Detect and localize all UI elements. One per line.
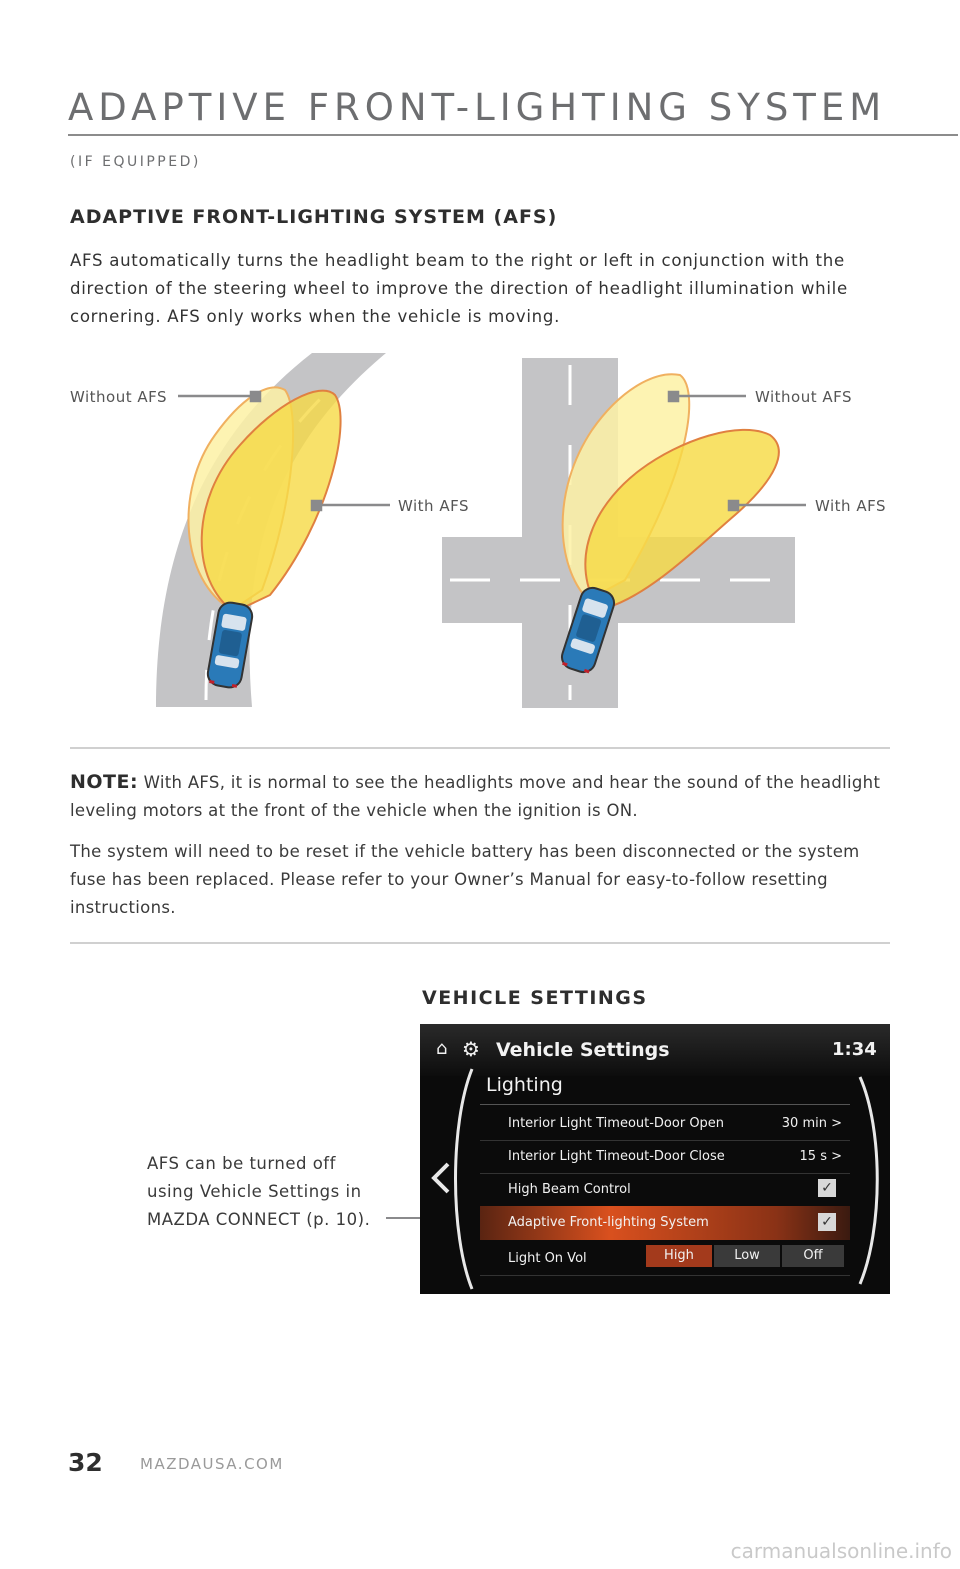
page-number: 32 bbox=[68, 1448, 103, 1477]
row-label: Interior Light Timeout-Door Close bbox=[508, 1149, 725, 1164]
segment-off[interactable]: Off bbox=[782, 1245, 844, 1267]
row-value: 30 min > bbox=[781, 1116, 842, 1131]
tab-underline bbox=[480, 1104, 850, 1105]
site-url[interactable]: MAZDAUSA.COM bbox=[140, 1455, 284, 1473]
segment-high[interactable]: High bbox=[646, 1245, 712, 1267]
reset-paragraph: The system will need to be reset if the vehicle battery has been disconnected or the system fuse has been replaced. Please refer to your Owner’s Manual for easy-to-follow resetting instructions. bbox=[70, 842, 860, 917]
vehicle-settings-heading: VEHICLE SETTINGS bbox=[422, 987, 648, 1009]
divider bbox=[70, 942, 890, 944]
note-paragraph bbox=[70, 768, 890, 825]
note-label: NOTE: bbox=[70, 771, 139, 793]
watermark: carmanualsonline.info bbox=[730, 1539, 952, 1563]
segment-low[interactable]: Low bbox=[714, 1245, 780, 1267]
row-value: 15 s > bbox=[799, 1149, 842, 1164]
title-rule bbox=[68, 134, 958, 136]
tab-lighting[interactable]: Lighting bbox=[486, 1074, 563, 1096]
right-arc bbox=[855, 1069, 890, 1294]
label-with-afs-right: With AFS bbox=[815, 497, 886, 515]
settings-row[interactable] bbox=[480, 1108, 850, 1141]
clock: 1:34 bbox=[832, 1039, 877, 1060]
settings-row[interactable] bbox=[480, 1141, 850, 1174]
settings-row[interactable] bbox=[480, 1174, 850, 1207]
page-title: ADAPTIVE FRONT-LIGHTING SYSTEM bbox=[68, 86, 887, 129]
settings-row[interactable] bbox=[480, 1241, 850, 1276]
afs-caption: AFS can be turned off using Vehicle Settings in MAZDA CONNECT (p. 10). bbox=[147, 1154, 371, 1229]
intro-paragraph: AFS automatically turns the headlight beam to the right or left in conjunction with the direction of the steering wheel to improve the direction of headlight illumination while cornering. AFS only works when the vehicle is moving. bbox=[70, 251, 848, 326]
label-with-afs-left: With AFS bbox=[398, 497, 469, 515]
checkbox[interactable]: ✓ bbox=[818, 1179, 836, 1197]
row-label: Adaptive Front-lighting System bbox=[508, 1215, 709, 1230]
screen-title: Vehicle Settings bbox=[496, 1039, 670, 1061]
page-subtitle: (IF EQUIPPED) bbox=[70, 154, 201, 170]
row-label: Interior Light Timeout-Door Open bbox=[508, 1116, 725, 1131]
row-label: Light On Vol bbox=[508, 1251, 587, 1266]
label-without-afs-right: Without AFS bbox=[755, 388, 853, 406]
note-text: With AFS, it is normal to see the headlights move and hear the sound of the headlight leveling motors at the front of the vehicle when the ignition is ON. bbox=[70, 773, 881, 820]
divider bbox=[70, 747, 890, 749]
gear-icon: ⚙ bbox=[462, 1037, 480, 1061]
label-without-afs-left: Without AFS bbox=[70, 388, 168, 406]
settings-row-selected[interactable] bbox=[480, 1206, 850, 1240]
section-heading: ADAPTIVE FRONT-LIGHTING SYSTEM (AFS) bbox=[70, 206, 558, 228]
row-label: High Beam Control bbox=[508, 1182, 631, 1197]
home-icon[interactable]: ⌂ bbox=[436, 1038, 448, 1059]
vehicle-settings-screen bbox=[420, 1024, 890, 1294]
checkbox[interactable]: ✓ bbox=[818, 1213, 836, 1231]
back-button[interactable] bbox=[432, 1159, 462, 1199]
